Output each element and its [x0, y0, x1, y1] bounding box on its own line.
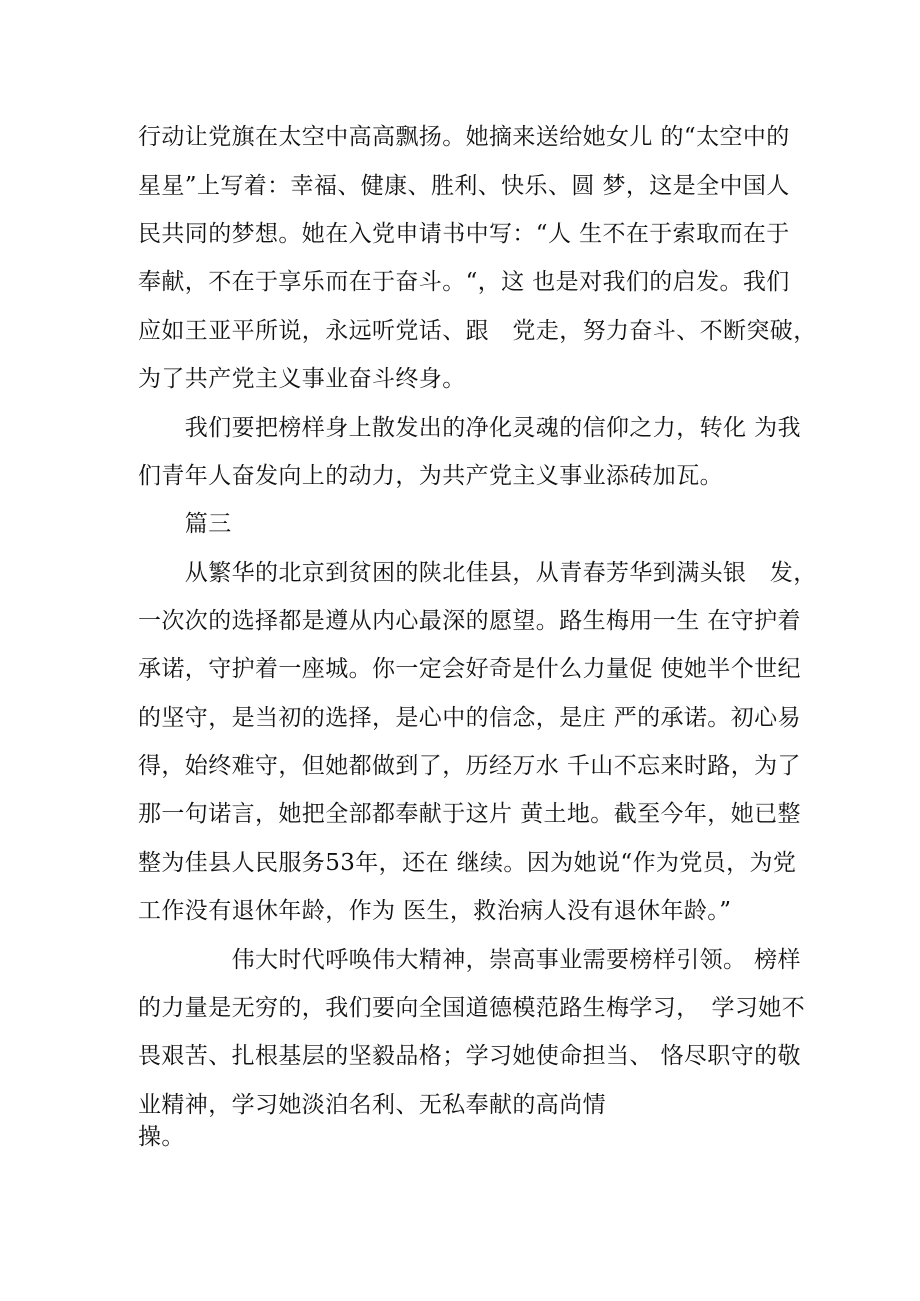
text-line: 我们要把榜样身上散发出的净化灵魂的信仰之力，转化 为我	[138, 415, 801, 441]
text-line: 的力量是无穷的，我们要向全国道德模范路生梅学习， 学习她不	[138, 995, 806, 1021]
text-line: 应如王亚平所说，永远听党话、跟 党走，努力奋斗、不断突破，	[138, 318, 817, 344]
text-line: 那一句诺言，她把全部都奉献于这片 黄土地。截至今年，她已整	[138, 801, 801, 827]
text-line: 奉献，不在于享乐而在于奋斗。“，这 也是对我们的启发。我们	[138, 269, 790, 295]
text-line: 行动让党旗在太空中高高飘扬。她摘来送给她女儿 的“太空中的	[138, 124, 790, 150]
text-line: 业精神，学习她淡泊名利、无私奉献的高尚情	[138, 1092, 606, 1118]
text-line: 畏艰苦、扎根基层的坚毅品格；学习她使命担当、 恪尽职守的敬	[138, 1043, 801, 1069]
text-line: 整为佳县人民服务53年，还在 继续。因为她说“作为党员，为党	[138, 850, 797, 876]
text-line: 为了共产党主义事业奋斗终身。	[138, 366, 466, 392]
text-line: 的坚守，是当初的选择，是心中的信念，是庄 严的承诺。初心易	[138, 705, 801, 731]
text-line: 星星”上写着：幸福、健康、胜利、快乐、圆 梦，这是全中国人	[138, 173, 790, 199]
text-line: 从繁华的北京到贫困的陕北佳县，从青春芳华到满头银 发，	[138, 560, 817, 586]
text-line: 操。	[138, 1124, 185, 1150]
text-line: 民共同的梦想。她在入党申请书中写：“人 生不在于索取而在于	[138, 221, 790, 247]
section-heading: 篇三	[138, 511, 232, 537]
text-line: 工作没有退休年龄，作为 医生，救治病人没有退休年龄。”	[138, 898, 732, 924]
text-line: 们青年人奋发向上的动力，为共产党主义事业添砖加瓦。	[138, 463, 723, 489]
text-line: 得，始终难守，但她都做到了，历经万水 千山不忘来时路，为了	[138, 753, 801, 779]
text-line: 承诺，守护着一座城。你一定会好奇是什么力量促 使她半个世纪	[138, 656, 801, 682]
text-line: 一次次的选择都是遵从内心最深的愿望。路生梅用一生 在守护着	[138, 608, 801, 634]
text-line: 伟大时代呼唤伟大精神，崇高事业需要榜样引领。 榜样	[138, 947, 801, 973]
